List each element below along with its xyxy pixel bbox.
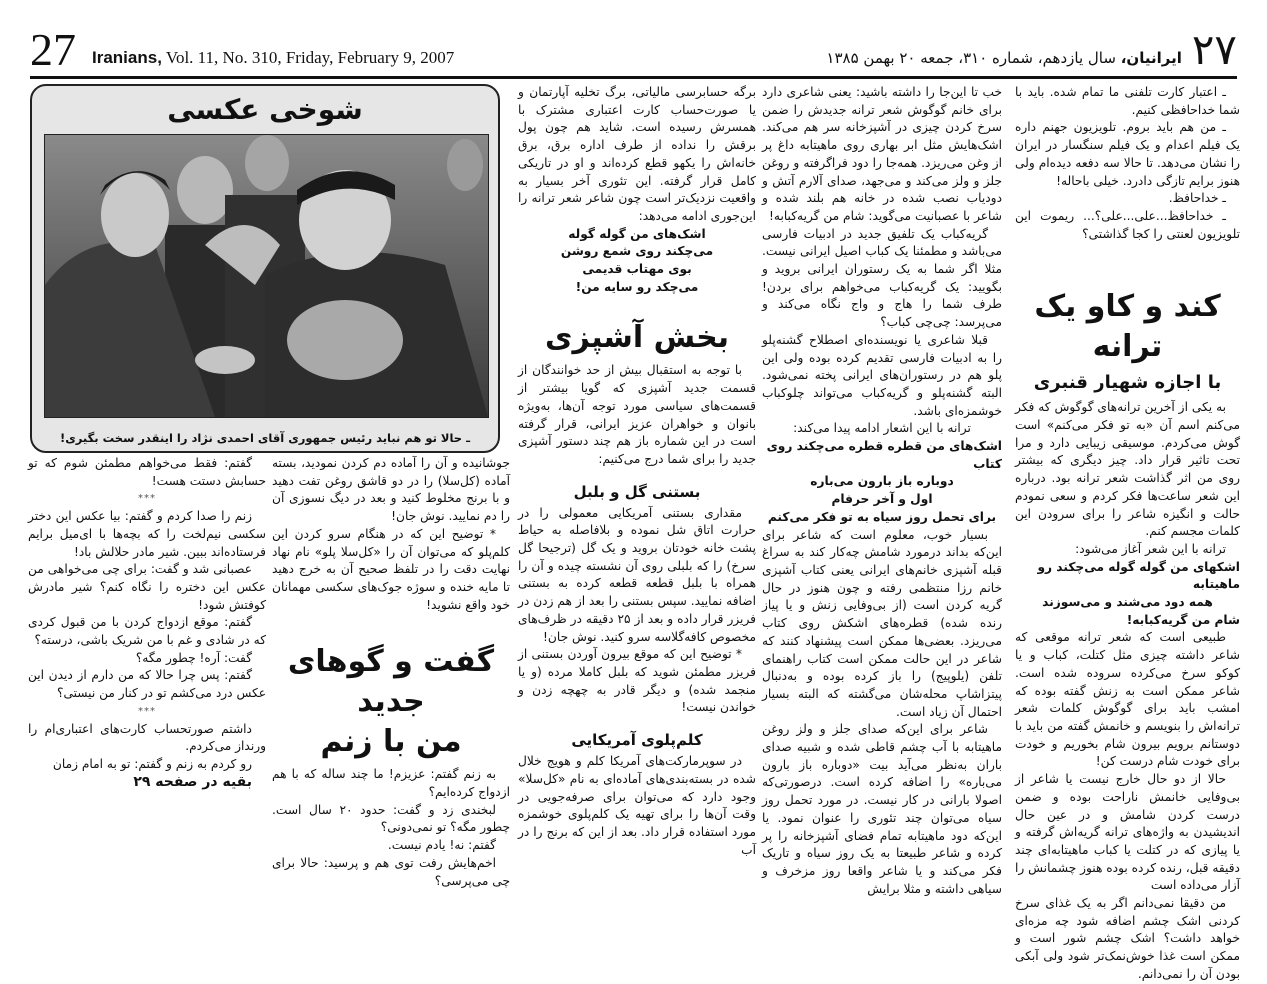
mud-stain [287,300,403,380]
article-paragraph: حالا از دو حال خارج نیست یا شاعر از بی‌وفایی خانمش ناراحت بوده و ضمن درست کردن شامش و در عین حال اندیشیدن به واژه‌های ترانه گریه‌اش گرفته و یا پیازی که در کتلت یا کباب ماهیتابه‌ای چند دقیقه قبل، رنده کرده بوده هنوز چشمانش را آزار می‌داده است [1015,772,1240,893]
verse-line: برای تحمل روز سیاه به تو فکر می‌کنم [767,509,997,524]
verse-line: بوی مهتاب قدیمی [582,262,692,277]
page-number-persian: ۲۷ [1191,25,1237,74]
section-separator: *** [138,493,156,505]
recipe-paragraph: در سوپرمارکت‌های آمریکا کلم و هویج خلال شده در بسته‌بندی‌های آماده‌ای به نام «کل‌سلا» وجود دارد که می‌توان برای صرفه‌جویی در وقت آن‌ها را برای تهیه یک کلم‌پلوی خوشمزه مورد استفاده قرار داد. بعد از این که برنج را در آب [518,754,756,857]
left-man-face [101,173,169,257]
masthead-persian [826,25,1237,74]
news-photo [44,134,489,418]
dialog-line: لبخندی زد و گفت: حدود ۲۰ سال است. چطور مگه؟ تو نمی‌دونی؟ [272,802,510,835]
photo-feature-box [30,84,500,453]
photo-illustration [45,135,488,417]
recipe-paragraph: مقداری بستنی آمریکایی معمولی را در حرارت اتاق شل نموده و بلافاصله به حیاط پشت خانه خودتان بروید و یک گل (ترجیحا گل سرخ) را که بلبلی روی آن نشسته چیده و آن را همراه با بلبل قطعه قطعه کرده به بستنی اضافه نمایید. سپس بستنی را بعد از هم زدن در فریزر قرار داده و بعد از ۲۵ دقیقه در ظرف‌های مخصوص کافه‌گلاسه سرو کنید. نوش جان! [518,505,756,644]
issue-info-english: Vol. 11, No. 310, Friday, February 9, 2007 [165,48,455,67]
section-separator: *** [138,705,156,717]
photo-feature-title: شوخی عکسی [167,93,363,126]
column-2 [762,84,1002,898]
recipe-title: کلم‌پلوی آمریکایی [571,731,703,750]
dialog-line: گفتم: پس چرا حالا که من دارم از دیدن این عکس درد می‌کشم تو در کنار من نیستی؟ [28,668,266,701]
recipe-paragraph: جوشانیده و آن را آماده دم کردن نمودید، بسته آماده (کل‌سلا) را در دو قاشق روغن تفت دهید و با برنج مخلوط کنید و بعد در دیگ نسوزی آن را دم نمایید. نوش جان! [272,456,510,524]
article-paragraph: گریه‌کباب یک تلفیق جدید در ادبیات فارسی می‌باشد و مطمئنا یک کباب اصیل ایرانی نیست. مثلا اگر شما به یک رستوران ایرانی بروید و بگویید: یک گریه‌کباب می‌خواهم برای بردن! طرف شما را هاج و واج نگاه می‌کند و می‌پرسد: چی‌چی کباب؟ [762,226,1002,330]
verse-line: دوباره باز بارون می‌باره [810,474,954,489]
page-number-english: 27 [30,24,76,75]
verse-line: اشک‌های من قطره قطره می‌چکند روی کتاب [766,439,1002,471]
verse-line: اول و آخر حرفام [831,492,933,507]
dialog-line: ـ من هم باید بروم. تلویزیون جهنم داره یک فیلم اعدام و یک فیلم سنگسار در ایران را نشان می‌دهد. تا حالا سه دفعه دیده‌ام ولی هنوز برایم تازگی دادرد. خیلی باحاله! [1015,120,1240,188]
article-paragraph: ترانه با این اشعار ادامه پیدا می‌کند: [793,421,971,436]
article-paragraph: من دقیقا نمی‌دانم اگر به یک غذای سرخ کردنی اشک چشم اضافه شود چه مزه‌ای خواهد داشت؟ اشک چشم شور است و ممکن است غذا خوش‌نمک‌تر شود ولی آبکی بودن آن را نمی‌دانم. [1015,896,1240,981]
recipe-note: * توضیح این که در هنگام سرو کردن این کلم‌پلو که می‌توان آن را «کل‌سلا پلو» نام نهاد نهایت دقت را در تلفظ صحیح آن به خرج دهید تا مایه خنده و سوژه جوک‌های سکسی مهمانان خود واقع نشوید! [272,526,510,612]
verse-line: اشک‌های من گوله گوله [568,226,706,241]
crowd-face [177,156,233,224]
column-3 [518,84,756,859]
issue-line-english [92,48,454,68]
verse-line: شام من گریه‌کبابه! [1126,612,1240,627]
dialog-line: داشتم صورتحساب کارت‌های اعتباری‌ام را ورنداز می‌کردم. [28,721,266,754]
article-paragraph: خب تا این‌جا را داشته باشید: یعنی شاعری دارد برای خانم گوگوش شعر ترانه جدیدش را ضمن سرخ کردن چیزی در آشپزخانه سر هم می‌کند. اشک‌هایش مثل ابر بهاری روی ماهیتابه داغ پر از وغن می‌ریزد. همه‌جا را دود فراگرفته و روغن جلز و ولز می‌کند و می‌جهد، صدای آلارم آتش و دودیاب نصب شده در خانه هم بلند شده و شاعر با عصبانیت می‌گوید: شام من گریه‌کبابه! [762,85,1002,223]
crowd-face [245,135,289,191]
column-4 [272,455,510,890]
verse-line: می‌چکد رو سایه من! [575,279,699,294]
dialog-line: به زنم گفتم: عزیزم! ما چند ساله که با هم ازدواج کرده‌ایم؟ [272,767,510,800]
dialog-line: ـ خداحافظ...علی...علی؟... ریموت این تلویزیون لعنتی را کجا گذاشتی؟ [1015,208,1240,241]
issue-line-persian [826,49,1181,67]
article-paragraph: با توجه به استقبال بیش از حد خوانندگان از قسمت جدید آشپزی که گویا بیشتر از قسمت‌های سیاسی مورد توجه آن‌ها، به‌ویژه بانوان و خواهران عزیز ایرانی، قرار گرفته است در این شماره باز هم چند دستور آشپزی جدید را برای شما درج می‌کنیم: [518,363,756,466]
article-paragraph: به یکی از آخرین ترانه‌های گوگوش که فکر می‌کنم اسم آن «به تو فکر می‌کنم» است گوش می‌کردم. موسیقی زیبایی دارد و مرا تحت تاثیر قرار داد. چیز دیگری که بیشتر روی من اثر گذاشت شعر ترانه بود. درباره این شعر ساعت‌ها فکر کردم و سعی نمودم حالت و انگیزه شاعر را برای سرودن این کلمات مجسم کنم. [1015,400,1240,539]
dialog-line: ـ اعتبار کارت تلفنی ما تمام شده. باید با شما خداحافظی کنیم. [1015,85,1240,117]
article-paragraph: قبلا شاعری یا نویسنده‌ای اصطلاح گشنه‌پلو را به ادبیات فارسی تقدیم کرده بوده ولی این پلو هم در رستوران‌های ایرانی پخته نمی‌شود. البته گشنه‌پلو و گریه‌کباب می‌تواند چلوکباب خوشمزه‌ای باشد. [762,332,1002,418]
recipe-note: * توضیح این که موقع بیرون آوردن بستنی از فریزر مطمئن شوید که بلبل کاملا مرده (و یا منجمد شده) و دیگر قادر به چهچه زدن و خواندن نیست! [518,647,756,715]
dialog-line: گفت: آره! چطور مگه؟ [135,650,252,665]
photo-caption: ـ حالا تو هم نباید رئیس جمهوری آقای احمدی نژاد را اینقدر سخت بگیری! [59,431,471,445]
dialog-line: عصبانی شد و گفت: برای چی می‌خواهی من عکس این دختره را نگاه کنم؟ شیر مادرش کوفتش شود! [28,562,266,612]
article-headline-song: کند و کاو یک ترانه [1034,289,1221,365]
dialog-line: ـ خداحافظ. [1168,191,1226,206]
issue-info-persian: سال یازدهم، شماره ۳۱۰، جمعه ۲۰ بهمن ۱۳۸۵ [826,49,1116,67]
column-5 [28,455,266,791]
continued-on-page-link[interactable]: بقیه در صفحه ۲۹ [133,773,252,790]
publication-name-persian: ایرانیان، [1120,49,1182,67]
article-paragraph: شاعر برای این‌که صدای جلز و ولز روغن ماهیتابه با آب چشم قاطی شده و شبیه صدای باران به‌نظر می‌آید بیت «دوباره باز بارون می‌باره» را اضافه کرده است. درصورتی‌که اصولا بارانی در کار نیست. در مورد تحمل روز سیاه می‌توان چند تئوری را عنوان نمود. یا این‌که دود ماهیتابه تمام فضای آشپزخانه را پر کرده و شاعر طبیعتا به یک روز سیاه و تاریک فکر می‌کند و یا شاعر واقعا روز مزخرف و سیاهی داشته و مثلا برایش [762,722,1002,896]
dialog-line: زنم را صدا کردم و گفتم: بیا عکس این دختر سکسی نیم‌لخت را که بچه‌ها با ای‌میل برایم فرستاده‌اند ببین. شیر مادر حلالش باد! [28,509,266,559]
crowd-face [447,139,483,191]
article-paragraph: طبیعی است که شعر ترانه موقعی که شاعر داشته چیزی مثل کتلت، کباب و یا کوکو سرخ می‌کرده سروده شده است. شاعر ممکن است به زنش گفته بوده که امشب باید برای گوگوش کلمات شعر ترانه‌اش را بنویسم و خانمش گفته من باید با دوستانم برویم بیرون شام بخوریم و خودت برای خودت شام درست کن! [1015,630,1240,769]
article-headline-cooking: بخش آشپزی [545,320,729,356]
article-paragraph: ترانه با این شعر آغاز می‌شود: [1075,541,1226,556]
recipe-title: بستنی گل و بلبل [573,482,701,501]
column-1 [1015,84,1240,984]
publication-name-english: Iranians, [92,48,162,67]
verse-line: اشکهای من گوله گوله می‌چکند رو ماهیتابه [1037,559,1240,592]
article-paragraph: بسیار خوب، معلوم است که شاعر برای این‌که بداند درمورد شامش چه‌کار کند به سراغ قبله آشپزی خانم‌های ایرانی یعنی کتاب آشپزی خانم رزا منتظمی رفته و چون هنوز در حال گریه کردن است (از بی‌وفایی زنش و یا پیاز رنده شده) قطره‌های اشکش روی کتاب می‌ریزد. بعضی‌ها ممکن است پیشنهاد کنند که شاعر در این حالت ممکن است کتاب راهنمای تلفن (یلوپیج) را باز کرده بوده و به‌دنبال پیتزاشاپ محله‌شان می‌گشته که البته بسیار احتمال آن زیاد است. [762,527,1002,719]
article-byline: با اجازه شهیار قنبری [1033,372,1222,394]
dialog-line: گفتم: فقط می‌خواهم مطمئن شوم که تو حسابش دستت هست! [28,456,266,488]
dialog-line: رو کردم به زنم و گفتم: تو به امام زمان [52,756,252,771]
article-headline-dialogs: گفت و گوهای جدید [287,644,495,720]
dialog-line: گفتم: موقع ازدواج کردن با من قبول کردی که در شادی و غم با من شریک باشی، درسته؟ [28,615,266,648]
article-paragraph: برگه حسابرسی مالیاتی، برگ تخلیه آپارتمان و یا صورت‌حساب کارت اعتباری مشترک با همسرش رسیده است. شاید هم چون پول برقش را نداده از طرف اداره برق، برق خانه‌اش را یکهو قطع کرده‌اند و او در تاریکی کامل قرار گرفته. این تئوری آخر بسیار به واقعیت نزدیک‌تر است چون شاعر شعر ترانه را این‌جوری ادامه می‌دهد: [518,85,756,223]
dialog-line: گفتم: نه! یادم نیست. [387,838,496,853]
verse-line: می‌چکند روی شمع روشن [560,244,714,259]
masthead-english [30,24,455,75]
masthead [30,24,1237,79]
article-headline-dialogs-line2: من با زنم [320,724,462,760]
dialog-line: اخم‌هایش رفت توی هم و پرسید: حالا برای چی می‌پرسی؟ [272,855,510,888]
open-hand [195,346,255,374]
verse-line: همه دود می‌شند و می‌سوزند [1042,595,1213,610]
